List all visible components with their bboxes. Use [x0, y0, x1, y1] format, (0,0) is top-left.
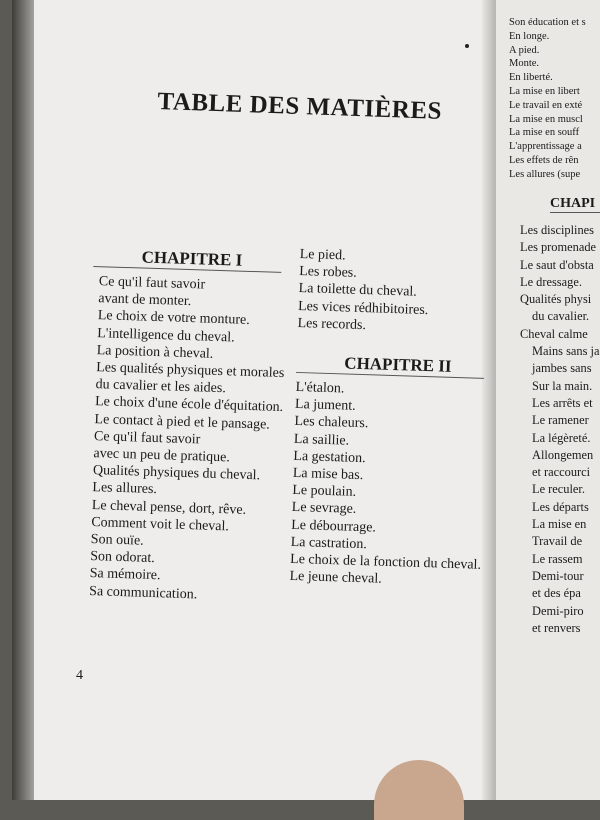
toc-item: Les chaleurs. [294, 414, 369, 432]
toc-item: La castration. [290, 534, 368, 553]
toc-item: Le saut d'obsta [520, 257, 594, 272]
toc-item: L'apprentissage a [509, 141, 582, 153]
toc-item: Les qualités physiques et morales [95, 360, 285, 382]
toc-item: et des épa [532, 586, 581, 601]
toc-item: La jument. [294, 397, 356, 415]
chapter-1-heading: CHAPITRE I [93, 246, 282, 273]
toc-item: Sa mémoire. [89, 566, 161, 584]
toc-item: La mise en muscl [509, 113, 583, 125]
toc-item: Les disciplines [520, 223, 594, 237]
toc-item: Les robes. [298, 264, 357, 281]
toc-item: Le choix de votre monture. [97, 308, 250, 329]
toc-item: La saillie. [293, 431, 350, 449]
toc-item: Le ramener [532, 413, 589, 428]
toc-item: Monte. [509, 58, 540, 70]
toc-item: et raccourci [532, 465, 591, 480]
toc-item: avec un peu de pratique. [93, 446, 231, 466]
toc-item: Le jeune cheval. [289, 569, 382, 587]
toc-item: En liberté. [509, 72, 553, 84]
toc-item: Les promenade [520, 240, 597, 255]
toc-item: La position à cheval. [96, 342, 214, 362]
toc-item: Qualités physiques du cheval. [92, 463, 261, 484]
toc-item: L'intelligence du cheval. [97, 325, 235, 346]
chapter-2-heading: CHAPITRE II [296, 352, 485, 379]
toc-item: Sa communication. [88, 583, 198, 603]
right-chapter-heading: CHAPI [550, 196, 600, 213]
toc-item: Le contact à pied et le pansage. [94, 411, 271, 433]
toc-item: La mise bas. [292, 465, 364, 484]
toc-item: Comment voit le cheval. [91, 514, 230, 535]
toc-item: et renvers [532, 620, 581, 635]
toc-item: Travail de [532, 534, 583, 549]
toc-item: Ce qu'il faut savoir [93, 428, 201, 448]
toc-item: Les records. [297, 315, 367, 333]
toc-item: Le reculer. [532, 482, 585, 497]
toc-item: Les allures. [92, 480, 158, 498]
toc-item: La mise en souff [509, 127, 580, 139]
toc-item: Les vices rédhibitoires. [297, 298, 429, 318]
toc-item: Qualités physi [520, 292, 592, 307]
toc-item: Cheval calme [520, 326, 588, 341]
toc-item: du cavalier et les aides. [95, 377, 227, 397]
toc-item: jambes sans [532, 361, 592, 376]
toc-item: Les arrêts et [532, 395, 593, 410]
toc-item: Le débourrage. [290, 517, 377, 536]
page-number: 4 [76, 668, 83, 683]
right-page-top-list [509, 16, 586, 182]
toc-item: Mains sans ja [532, 344, 600, 359]
page-edge-shadow [12, 0, 34, 800]
toc-item: La légèreté. [532, 430, 591, 445]
toc-item: Les effets de rên [509, 154, 579, 166]
toc-item: La mise en libert [509, 85, 580, 97]
toc-item: Sur la main. [532, 378, 593, 393]
toc-item: La toilette du cheval. [298, 281, 418, 301]
toc-item: Son odorat. [90, 549, 156, 567]
toc-item: Le rassem [532, 551, 583, 566]
toc-item: Le pied. [299, 246, 346, 264]
toc-item: Son ouïe. [90, 532, 144, 549]
toc-item: En longe. [509, 30, 550, 42]
toc-item: Le sevrage. [291, 500, 357, 518]
toc-item: La mise en [532, 517, 587, 532]
toc-item: L'étalon. [295, 379, 345, 397]
toc-column-middle [289, 246, 500, 592]
ink-dot [465, 44, 469, 48]
toc-column-left [83, 246, 294, 606]
toc-item: Son éducation et s [509, 17, 586, 28]
right-page-list [520, 222, 599, 637]
toc-item: Le choix d'une école d'équitation. [94, 394, 284, 416]
toc-item: Allongemen [532, 447, 594, 462]
toc-item: Les allures (supe [509, 168, 581, 180]
toc-item: Le cheval pense, dort, rêve. [91, 497, 247, 518]
toc-item: La gestation. [293, 448, 366, 466]
toc-item: Demi-piro [532, 603, 584, 618]
toc-item: Le dressage. [520, 274, 582, 289]
toc-item: Le choix de la fonction du cheval. [289, 551, 482, 573]
toc-item: Le travail en exté [509, 99, 583, 111]
toc-item: A pied. [509, 44, 540, 56]
page-title: TABLE DES MATIÈRES [157, 88, 443, 125]
toc-item: du cavalier. [532, 309, 590, 324]
toc-item: Les départs [532, 499, 589, 514]
toc-item: avant de monter. [98, 291, 192, 310]
toc-item: Le poulain. [292, 483, 357, 501]
toc-item: Ce qu'il faut savoir [98, 274, 206, 293]
toc-item: Demi-tour [532, 568, 584, 583]
